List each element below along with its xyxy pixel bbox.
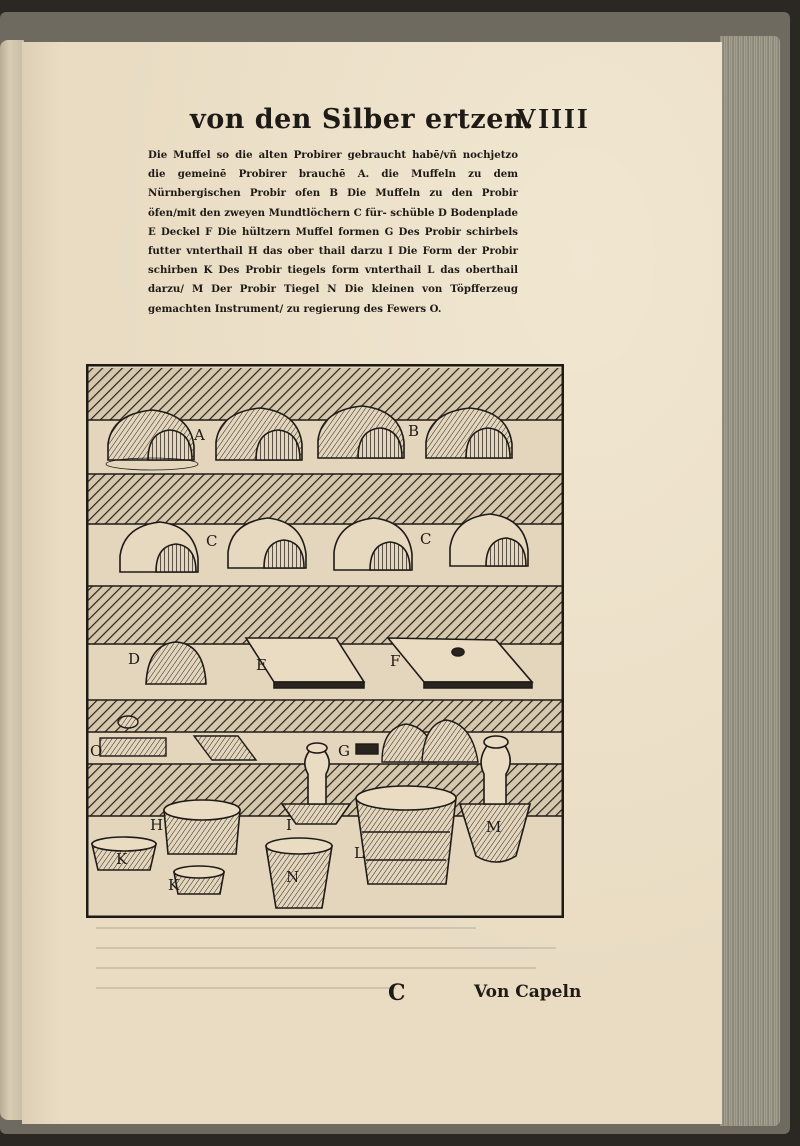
label-H: H	[150, 816, 164, 834]
catchword: Von Capeln	[474, 982, 582, 1002]
label-L: L	[354, 844, 364, 862]
page-edges-stack	[720, 36, 780, 1126]
label-E: E	[256, 656, 267, 674]
label-O: O	[90, 742, 103, 760]
label-A: A	[194, 426, 205, 444]
shelf-band-4	[88, 700, 562, 732]
shelf-band-3	[88, 586, 562, 644]
label-C1: C	[206, 532, 218, 550]
label-N: N	[286, 868, 300, 886]
woodcut-illustration	[86, 364, 564, 918]
figure-caption: Die Muffel so die alten Probirer gebraucht habē/vñ nochjetzo die gemeinē Probirer brauchē A. die Muffeln zu dem Nürnbergischen Probir ofen B Die Muffeln zu den Probir öfen/mit den zweyen Mundtlöchern C für- schüble D Bodenplade E Deckel F Die hültzern Muffel formen G Des Probir schirbels futter vnterthail H das ober thail darzu I Die Form der Probir schirben K Des Probir tiegels form vnterthail L das oberthail darzu/ M Der Probir Tiegel N Die kleinen von Töpfferzeug gemachten Instrument/ zu regierung des Fewers O.	[148, 149, 518, 315]
running-head: von den Silber ertzen.	[190, 104, 534, 135]
left-page-edge	[0, 40, 24, 1120]
label-B: B	[408, 422, 420, 440]
label-G: G	[338, 742, 350, 760]
label-K2: K	[168, 876, 180, 894]
folio-number: VIIII	[516, 104, 590, 135]
label-M: M	[486, 818, 502, 836]
label-K1: K	[116, 850, 128, 868]
label-C2: C	[420, 530, 432, 548]
label-I: I	[286, 816, 292, 834]
label-D: D	[128, 650, 141, 668]
label-F: F	[390, 652, 401, 670]
signature-mark: C	[388, 980, 406, 1006]
